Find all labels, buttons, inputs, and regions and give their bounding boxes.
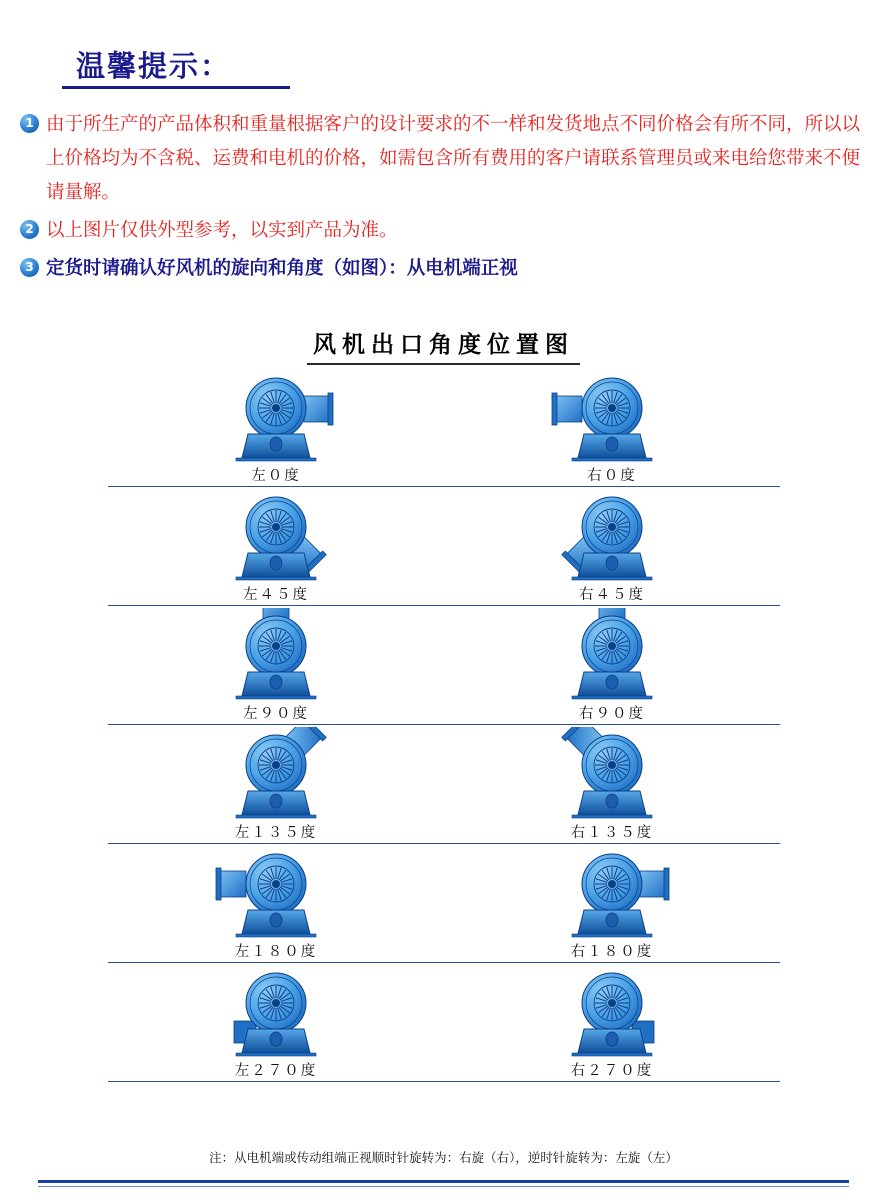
note-item-3 xyxy=(18,252,868,286)
bottom-rule-secondary xyxy=(38,1186,849,1187)
fan-cell-left-90 xyxy=(108,606,444,724)
fan-angle-row xyxy=(108,844,780,963)
section-title-wrap xyxy=(0,326,887,365)
fan-angle-row xyxy=(108,368,780,487)
note-text-1: 由于所生产的产品体积和重量根据客户的设计要求的不一样和发货地点不同价格会有所不同，所以以上价格均为不含税、运费和电机的价格，如需包含所有费用的客户请联系管理员或来电给您带来不便请量解。 xyxy=(46,114,861,203)
note-item-2 xyxy=(18,214,868,248)
note-item-1 xyxy=(18,108,868,210)
section-title: 风机出口角度位置图 xyxy=(307,326,580,365)
notes-list xyxy=(18,108,868,290)
fan-cell-right-45 xyxy=(444,487,780,605)
note-text-2: 以上图片仅供外型参考，以实到产品为准。 xyxy=(46,220,398,241)
fan-angle-row xyxy=(108,725,780,844)
fan-figure xyxy=(201,608,351,704)
fan-caption: 左１３５度 xyxy=(234,825,318,841)
fan-angle-grid xyxy=(108,368,780,1082)
fan-figure xyxy=(537,608,687,704)
fan-figure xyxy=(537,727,687,823)
footer-note: 注：从电机端或传动组端正视顺时针旋转为：右旋（右），逆时针旋转为：左旋（左） xyxy=(209,1150,678,1165)
fan-caption: 右１８０度 xyxy=(570,944,654,960)
tips-title: 温馨提示： xyxy=(76,49,232,83)
fan-figure xyxy=(537,370,687,466)
fan-caption: 右１３５度 xyxy=(570,825,654,841)
fan-cell-left-0 xyxy=(108,368,444,486)
fan-cell-right-0 xyxy=(444,368,780,486)
fan-cell-left-180 xyxy=(108,844,444,962)
fan-figure xyxy=(201,846,351,942)
fan-caption: 右０度 xyxy=(587,468,637,484)
fan-caption: 右４５度 xyxy=(579,587,645,603)
fan-figure xyxy=(537,489,687,585)
fan-figure xyxy=(537,965,687,1061)
bottom-rule-primary xyxy=(38,1180,849,1183)
fan-cell-left-135 xyxy=(108,725,444,843)
note-bullet-2: 2 xyxy=(20,220,39,239)
tips-underline xyxy=(62,86,290,89)
fan-cell-right-135 xyxy=(444,725,780,843)
fan-figure xyxy=(201,370,351,466)
fan-figure xyxy=(537,846,687,942)
fan-caption: 右９０度 xyxy=(579,706,645,722)
fan-angle-row xyxy=(108,963,780,1082)
fan-angle-row xyxy=(108,606,780,725)
note-text-3: 定货时请确认好风机的旋向和角度（如图）：从电机端正视 xyxy=(46,258,518,279)
fan-cell-left-270 xyxy=(108,963,444,1081)
fan-cell-left-45 xyxy=(108,487,444,605)
fan-caption: 左９０度 xyxy=(243,706,309,722)
note-bullet-1: 1 xyxy=(20,114,39,133)
fan-figure xyxy=(201,965,351,1061)
fan-caption: 左２７０度 xyxy=(234,1063,318,1079)
fan-figure xyxy=(201,727,351,823)
fan-caption: 左１８０度 xyxy=(234,944,318,960)
tips-header xyxy=(62,42,292,88)
fan-angle-row xyxy=(108,487,780,606)
fan-caption: 左４５度 xyxy=(243,587,309,603)
fan-caption: 右２７０度 xyxy=(570,1063,654,1079)
fan-cell-right-90 xyxy=(444,606,780,724)
fan-cell-right-270 xyxy=(444,963,780,1081)
fan-figure xyxy=(201,489,351,585)
note-bullet-3: 3 xyxy=(20,258,39,277)
fan-caption: 左０度 xyxy=(251,468,301,484)
fan-cell-right-180 xyxy=(444,844,780,962)
